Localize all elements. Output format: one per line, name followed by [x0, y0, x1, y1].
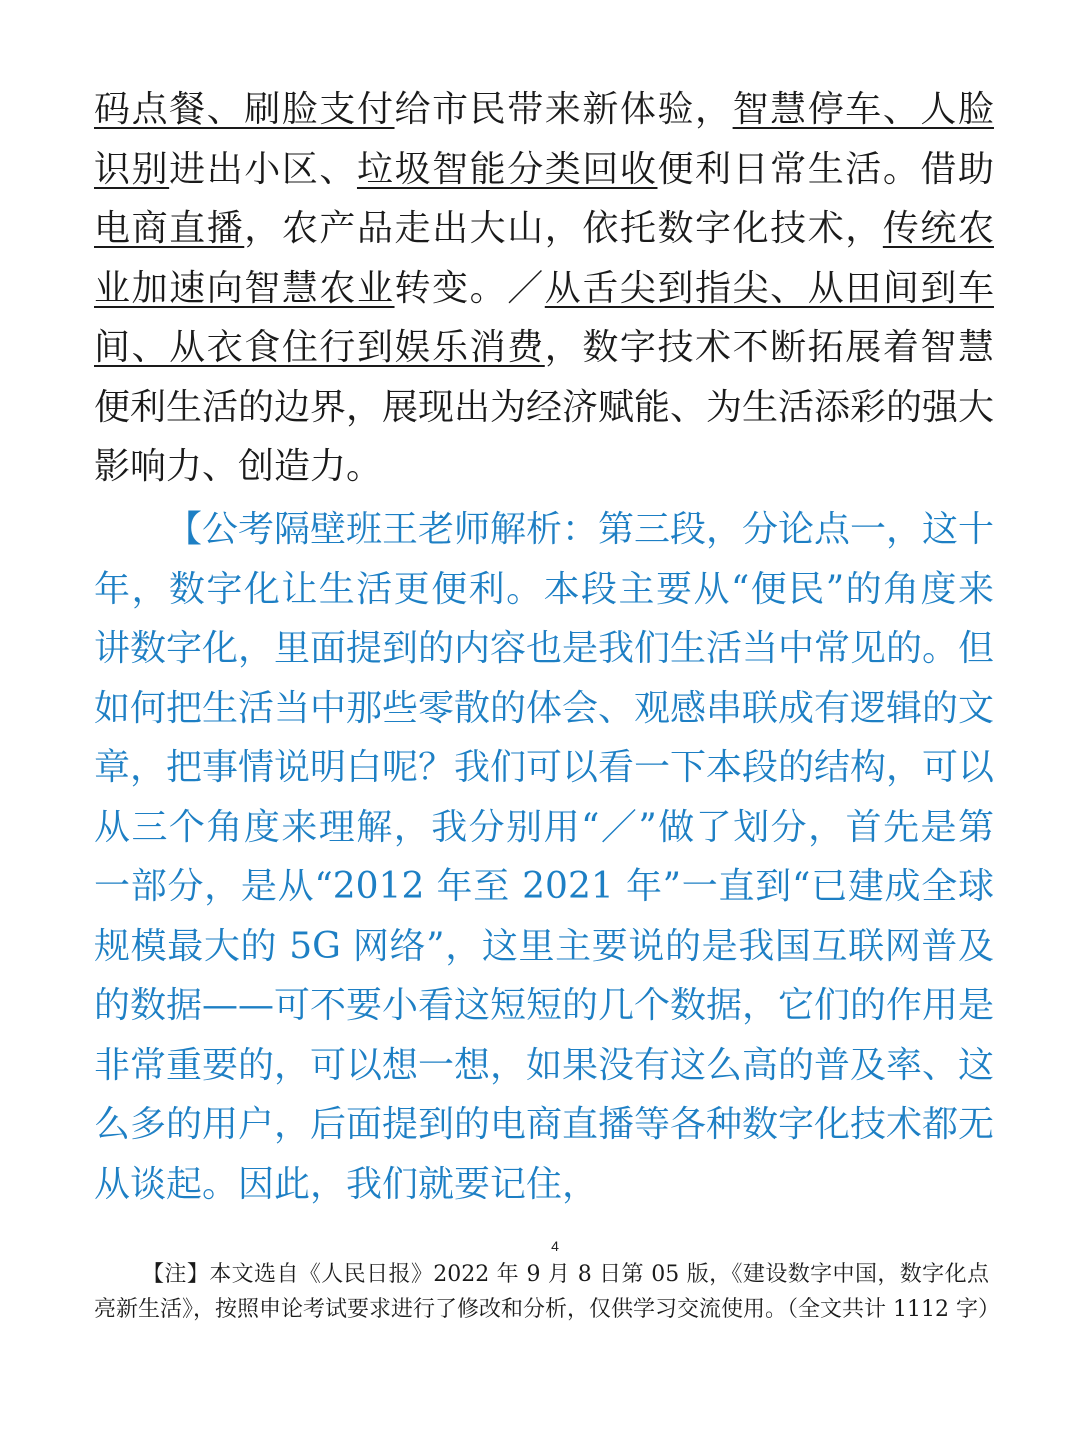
plain-text: ，数字技术不断拓展着智慧便利生活的边界，展现出为经济赋能、为生活添彩的强大影响力、创造力。: [94, 327, 995, 487]
plain-text: 给市民带来新体验，: [394, 89, 733, 130]
underlined-phrase: 传统农业加速向智慧农业: [94, 208, 994, 309]
teacher-analysis: 【公考隔壁班王老师解析：第三段，分论点一，这十年，数字化让生活更便利。本段主要从“便民”的角度来讲数字化，里面提到的内容也是我们生活当中常见的。但如何把生活当中那些零散的体会、观感串联成有逻辑的文章，把事情说明白呢？我们可以看一下本段的结构，可以从三个角度来理解，我分别用“／”做了划分，首先是第一部分，是从“2012 年至 2021 年”一直到“已建成全球规模最大的 5G 网络”，这里主要说的是我国互联网普及的数据——可不要小看这短短的几个数据，它们的作用是非常重要的，可以想一想，如果没有这么高的普及率、这么多的用户，后面提到的电商直播等各种数字化技术都无从谈起。因此，我们就要记住，: [94, 509, 995, 1205]
underlined-phrase: 智慧停车、人脸识别: [94, 89, 994, 190]
page-number: 4: [551, 1238, 559, 1254]
underlined-phrase: 电商直播: [94, 208, 245, 249]
plain-text: 进出小区、: [169, 148, 357, 190]
footnote: 【注】本文选自《人民日报》2022 年 9 月 8 日第 05 版，《建设数字中国，数字化点亮新生活》，按照申论考试要求进行了修改和分析，仅供学习交流使用。（全文共计 1112 字）: [94, 1262, 1000, 1322]
underlined-phrase: 码点餐、刷脸支付: [94, 89, 395, 130]
underlined-phrase: 从舌尖到指尖、从田间到车间、从衣食住行到娱乐消费: [94, 267, 994, 368]
article-paragraph: [94, 80, 994, 497]
plain-text: 转变。／: [394, 267, 545, 309]
plain-text: ，农产品走出大山，依托数字化技术，: [244, 208, 883, 249]
plain-text: 便利日常生活。借助: [657, 148, 994, 190]
underlined-phrase: 垃圾智能分类回收: [356, 148, 658, 190]
